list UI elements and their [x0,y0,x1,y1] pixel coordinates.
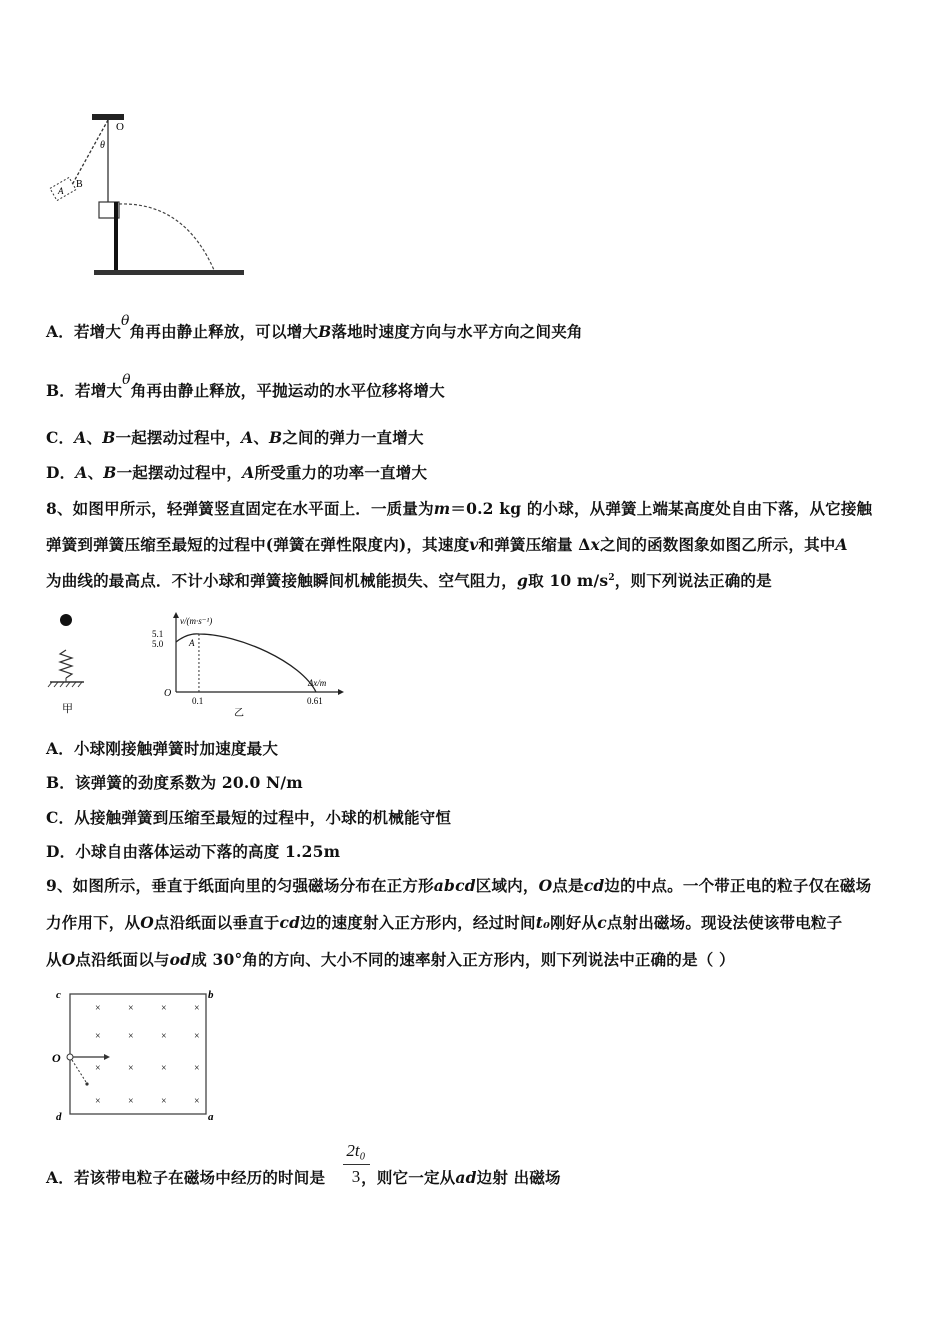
x-axis-label: Δx/m [308,678,327,688]
label-theta: θ [100,140,105,151]
corner-d: d [56,1111,62,1123]
field-x-mark: × [161,1031,167,1042]
q8-option-d: D．小球自由落体运动下落的高度 1.25m [46,842,341,861]
q8-figure-jia [46,610,96,724]
label-jia: 甲 [62,703,73,715]
x-tick-0-1: 0.1 [191,696,204,706]
field-x-mark: × [128,1031,134,1042]
q7-pendulum-figure [44,110,254,289]
field-x-mark: × [95,1063,101,1074]
field-x-mark: × [128,1096,134,1107]
y-axis-label: v/(m·s⁻¹) [180,616,213,626]
label-yi: 乙 [234,708,244,719]
y-axis-arrow [173,612,179,618]
q9-field-figure [50,984,230,1128]
field-x-mark: × [128,1003,134,1014]
field-x-mark: × [161,1063,167,1074]
fraction-numerator: 2t₀ [346,1141,366,1160]
q7-option-a: A．若增大θ角再由静止释放，可以增大B落地时速度方向与水平方向之间夹角 [46,313,583,341]
fraction-denominator: 3 [351,1167,361,1186]
y-tick-5-1: 5.1 [152,629,164,639]
x-tick-0-61: 0.61 [307,696,323,706]
velocity-curve [176,634,316,692]
q8-option-b: B．该弹簧的劲度系数为 20.0 N/m [46,773,303,792]
velocity-arrowhead [104,1054,110,1060]
label-b: B [76,179,83,190]
trajectory [119,204,214,270]
q8-option-a: A．小球刚接触弹簧时加速度最大 [46,739,279,758]
fraction-bar [343,1164,370,1165]
q9-stem-line-2: 力作用下，从O点沿纸面以垂直于cd边的速度射入正方形内，经过时间t₀刚好从c点射出磁场。现设法使该带电粒子 [46,913,843,932]
q9-stem-line-3: 从O点沿纸面以与od成 30°角的方向、大小不同的速率射入正方形内，则下列说法中正确的是（ ） [46,950,735,969]
q8-stem-line-2: 弹簧到弹簧压缩至最短的过程中(弹簧在弹性限度内)，其速度v和弹簧压缩量 Δx之间的函数图象如图乙所示，其中A [46,535,848,554]
corner-c: c [56,989,61,1001]
label-o: O [116,121,124,133]
y-tick-5-0: 5.0 [152,639,164,649]
field-marks [95,1003,200,1107]
field-x-mark: × [95,1003,101,1014]
point-o-label: O [52,1051,61,1065]
field-x-mark: × [194,1003,200,1014]
q7-option-d: D．A、B一起摆动过程中，A所受重力的功率一直增大 [46,463,428,482]
theta-symbol: θ [122,372,131,388]
angled-direction [72,1060,86,1082]
field-x-mark: × [194,1031,200,1042]
spring [60,650,72,678]
q9-option-a: A．若该带电粒子在磁场中经历的时间是 ，则它一定从ad边射 出磁场 [46,1168,561,1187]
field-x-mark: × [161,1096,167,1107]
field-x-mark: × [95,1031,101,1042]
swung-string [72,120,108,185]
x-axis-arrow [338,689,344,695]
corner-a: a [208,1111,214,1123]
ceiling-support [92,114,124,120]
q8-figure-yi [148,610,348,724]
theta-symbol: θ [121,313,130,329]
q8-stem-line-1: 8、如图甲所示，轻弹簧竖直固定在水平面上．一质量为m＝0.2 kg 的小球，从弹簧上端某高度处自由下落，从它接触 [46,499,873,518]
square-abcd [70,994,206,1114]
post [114,202,118,272]
field-x-mark: × [128,1063,134,1074]
field-x-mark: × [161,1003,167,1014]
point-o [67,1054,73,1060]
field-x-mark: × [194,1096,200,1107]
label-a: A [58,186,64,196]
corner-b: b [208,989,214,1001]
field-x-mark: × [194,1063,200,1074]
q8-stem-line-3: 为曲线的最高点．不计小球和弹簧接触瞬间机械能损失、空气阻力，g取 10 $m/s^2$，则下列说法正确的是 [46,571,772,590]
q7-option-b: B．若增大θ角再由静止释放，平抛运动的水平位移将增大 [46,372,445,400]
origin-label: O [164,688,172,699]
ground [94,270,244,275]
q7-option-c: C．A、B一起摆动过程中，A、B之间的弹力一直增大 [46,428,424,447]
q8-option-c: C．从接触弹簧到压缩至最短的过程中，小球的机械能守恒 [46,808,452,827]
angled-direction-dot [85,1082,88,1085]
q9-stem-line-1: 9、如图所示，垂直于纸面向里的匀强磁场分布在正方形abcd区域内，O点是cd边的中点。一个带正电的粒子仅在磁场 [46,876,872,895]
field-x-mark: × [95,1096,101,1107]
peak-label-a: A [188,638,195,648]
ball [60,614,72,626]
